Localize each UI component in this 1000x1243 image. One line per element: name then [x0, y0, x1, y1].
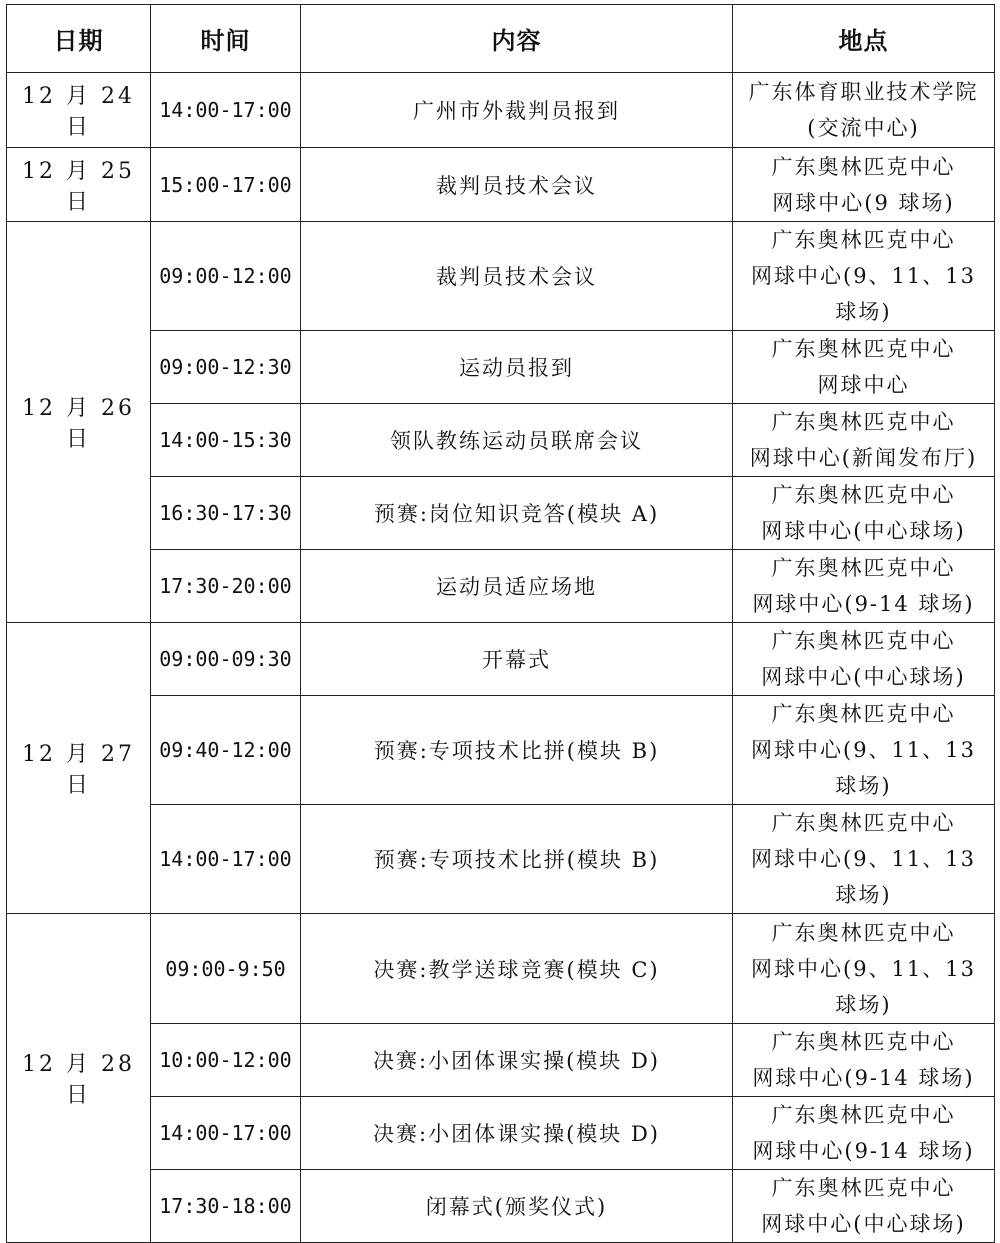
table-row [7, 1170, 995, 1243]
time-cell: 09:00-12:00 [151, 222, 301, 331]
time-cell: 16:30-17:30 [151, 477, 301, 550]
place-line: 网球中心(9-14 球场) [752, 592, 975, 616]
place-cell [733, 623, 995, 696]
table-row [7, 805, 995, 914]
place-cell [733, 1097, 995, 1170]
place-line: 球场) [835, 774, 892, 798]
place-line: 网球中心(9、11、13 [751, 738, 976, 762]
time-cell: 09:00-9:50 [151, 914, 301, 1024]
place-line: 广东奥林匹克中心 [771, 920, 956, 945]
content-cell: 预赛:岗位知识竞答(模块 A) [301, 477, 733, 550]
place-line: 网球中心(中心球场) [761, 665, 966, 689]
place-line: 广东体育职业技术学院 [748, 80, 979, 104]
table-row [7, 1024, 995, 1097]
content-cell: 领队教练运动员联席会议 [301, 404, 733, 477]
table-row [7, 404, 995, 477]
place-cell [733, 1024, 995, 1097]
content-cell: 运动员适应场地 [301, 550, 733, 623]
place-line: 广东奥林匹克中心 [771, 410, 956, 434]
place-line: 广东奥林匹克中心 [771, 483, 956, 507]
time-cell: 09:00-09:30 [151, 623, 301, 696]
place-line: 网球中心(9、11、13 [751, 264, 976, 288]
content-cell: 裁判员技术会议 [301, 148, 733, 222]
place-line: 网球中心 [817, 373, 910, 397]
content-cell: 预赛:专项技术比拼(模块 B) [301, 696, 733, 805]
place-cell [733, 550, 995, 623]
schedule-table [6, 4, 995, 1243]
table-row [7, 550, 995, 623]
place-cell [733, 696, 995, 805]
place-line: 网球中心(9-14 球场) [752, 1066, 975, 1090]
table-row [7, 696, 995, 805]
header-date: 日期 [7, 5, 151, 73]
table-row [7, 623, 995, 696]
time-cell: 10:00-12:00 [151, 1024, 301, 1097]
place-cell [733, 914, 995, 1024]
place-cell [733, 148, 995, 222]
time-cell: 14:00-15:30 [151, 404, 301, 477]
content-cell: 闭幕式(颁奖仪式) [301, 1170, 733, 1243]
place-line: 广东奥林匹克中心 [771, 702, 956, 726]
place-cell [733, 805, 995, 914]
time-cell: 14:00-17:00 [151, 73, 301, 148]
place-line: 广东奥林匹克中心 [771, 1103, 956, 1127]
place-line: 网球中心(中心球场) [761, 519, 966, 543]
place-line: 广东奥林匹克中心 [771, 337, 956, 361]
place-line: 广东奥林匹克中心 [771, 556, 956, 580]
place-line: 网球中心(9-14 球场) [752, 1139, 975, 1163]
date-cell: 12 月 27 日 [7, 623, 151, 914]
place-cell [733, 73, 995, 148]
table-row [7, 914, 995, 1024]
table-row [7, 73, 995, 148]
table-row [7, 1097, 995, 1170]
content-cell: 运动员报到 [301, 331, 733, 404]
place-line: 网球中心(9 球场) [772, 190, 955, 215]
table-row [7, 222, 995, 331]
place-line: 广东奥林匹克中心 [771, 1176, 956, 1200]
place-line: 球场) [835, 883, 892, 907]
content-cell: 开幕式 [301, 623, 733, 696]
place-cell [733, 222, 995, 331]
place-line: 网球中心(9、11、13 [751, 847, 976, 871]
time-cell: 17:30-20:00 [151, 550, 301, 623]
table-row [7, 331, 995, 404]
time-cell: 14:00-17:00 [151, 805, 301, 914]
time-cell: 14:00-17:00 [151, 1097, 301, 1170]
content-cell: 预赛:专项技术比拼(模块 B) [301, 805, 733, 914]
place-line: 网球中心(中心球场) [761, 1212, 966, 1236]
place-line: 广东奥林匹克中心 [771, 228, 956, 252]
table-row [7, 148, 995, 222]
date-cell: 12 月 26 日 [7, 222, 151, 623]
time-cell: 15:00-17:00 [151, 148, 301, 222]
header-row [7, 5, 995, 73]
place-line: 广东奥林匹克中心 [771, 154, 956, 179]
date-cell: 12 月 28 日 [7, 914, 151, 1243]
time-cell: 17:30-18:00 [151, 1170, 301, 1243]
time-cell: 09:00-12:30 [151, 331, 301, 404]
place-line: 网球中心(新闻发布厅) [749, 446, 978, 470]
content-cell: 决赛:小团体课实操(模块 D) [301, 1097, 733, 1170]
content-cell: 决赛:教学送球竞赛(模块 C) [301, 914, 733, 1024]
place-line: 广东奥林匹克中心 [771, 629, 956, 653]
place-line: 网球中心(9、11、13 [751, 956, 976, 981]
time-cell: 09:40-12:00 [151, 696, 301, 805]
date-cell: 12 月 25 日 [7, 148, 151, 222]
place-cell [733, 331, 995, 404]
place-line: 球场) [835, 300, 892, 324]
place-line: 广东奥林匹克中心 [771, 1030, 956, 1054]
content-cell: 决赛:小团体课实操(模块 D) [301, 1024, 733, 1097]
date-cell: 12 月 24 日 [7, 73, 151, 148]
place-cell [733, 404, 995, 477]
place-line: 球场) [835, 992, 892, 1017]
place-cell [733, 477, 995, 550]
place-line: (交流中心) [807, 116, 920, 140]
place-line: 广东奥林匹克中心 [771, 811, 956, 835]
header-time: 时间 [151, 5, 301, 73]
table-row [7, 477, 995, 550]
place-cell [733, 1170, 995, 1243]
header-content: 内容 [301, 5, 733, 73]
content-cell: 裁判员技术会议 [301, 222, 733, 331]
content-cell: 广州市外裁判员报到 [301, 73, 733, 148]
header-place: 地点 [733, 5, 995, 73]
